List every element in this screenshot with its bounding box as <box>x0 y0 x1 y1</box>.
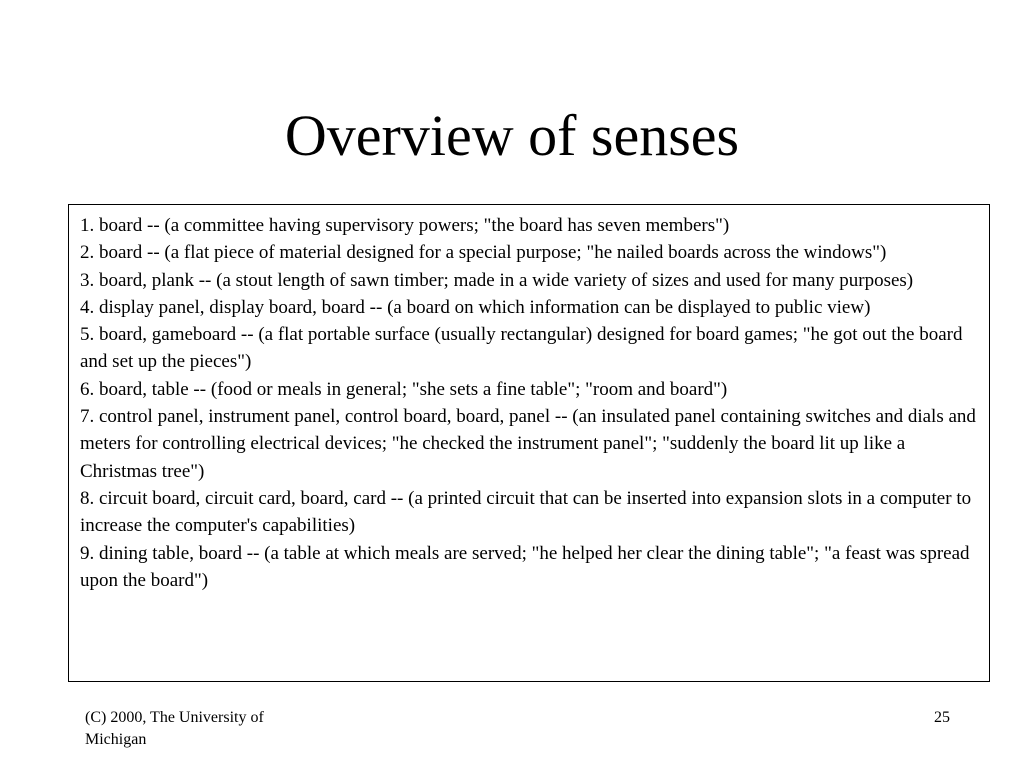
slide-title: Overview of senses <box>284 103 740 168</box>
footer-copyright: (C) 2000, The University of Michigan <box>85 709 264 748</box>
slide-page-number: 25 <box>934 709 950 726</box>
sense-item-7: 7. control panel, instrument panel, control board, board, panel -- (an insulated panel containing switches and dials and meters for controlling electrical devices; "he checked the instrument panel"; "suddenly the board lit up like a Christmas tree") <box>80 406 976 482</box>
sense-item-3: 3. board, plank -- (a stout length of sawn timber; made in a wide variety of sizes and used for many purposes) <box>80 269 914 291</box>
sense-item-1: 1. board -- (a committee having supervisory powers; "the board has seven members") <box>80 215 730 236</box>
sense-item-5: 5. board, gameboard -- (a flat portable surface (usually rectangular) designed for board games; "he got out the board and set up the pieces") <box>80 324 963 373</box>
sense-item-8: 8. circuit board, circuit card, board, card -- (a printed circuit that can be inserted into expansion slots in a computer to increase the computer's capabilities) <box>80 487 972 537</box>
senses-list-box <box>68 204 990 682</box>
sense-item-6: 6. board, table -- (food or meals in general; "she sets a fine table"; "room and board") <box>80 378 728 400</box>
sense-item-9: 9. dining table, board -- (a table at which meals are served; "he helped her clear the dining table"; "a feast was spread upon the board") <box>80 542 970 591</box>
sense-item-2: 2. board -- (a flat piece of material designed for a special purpose; "he nailed boards across the windows") <box>80 242 887 264</box>
sense-item-4: 4. display panel, display board, board -- (a board on which information can be displayed to public view) <box>80 296 871 318</box>
